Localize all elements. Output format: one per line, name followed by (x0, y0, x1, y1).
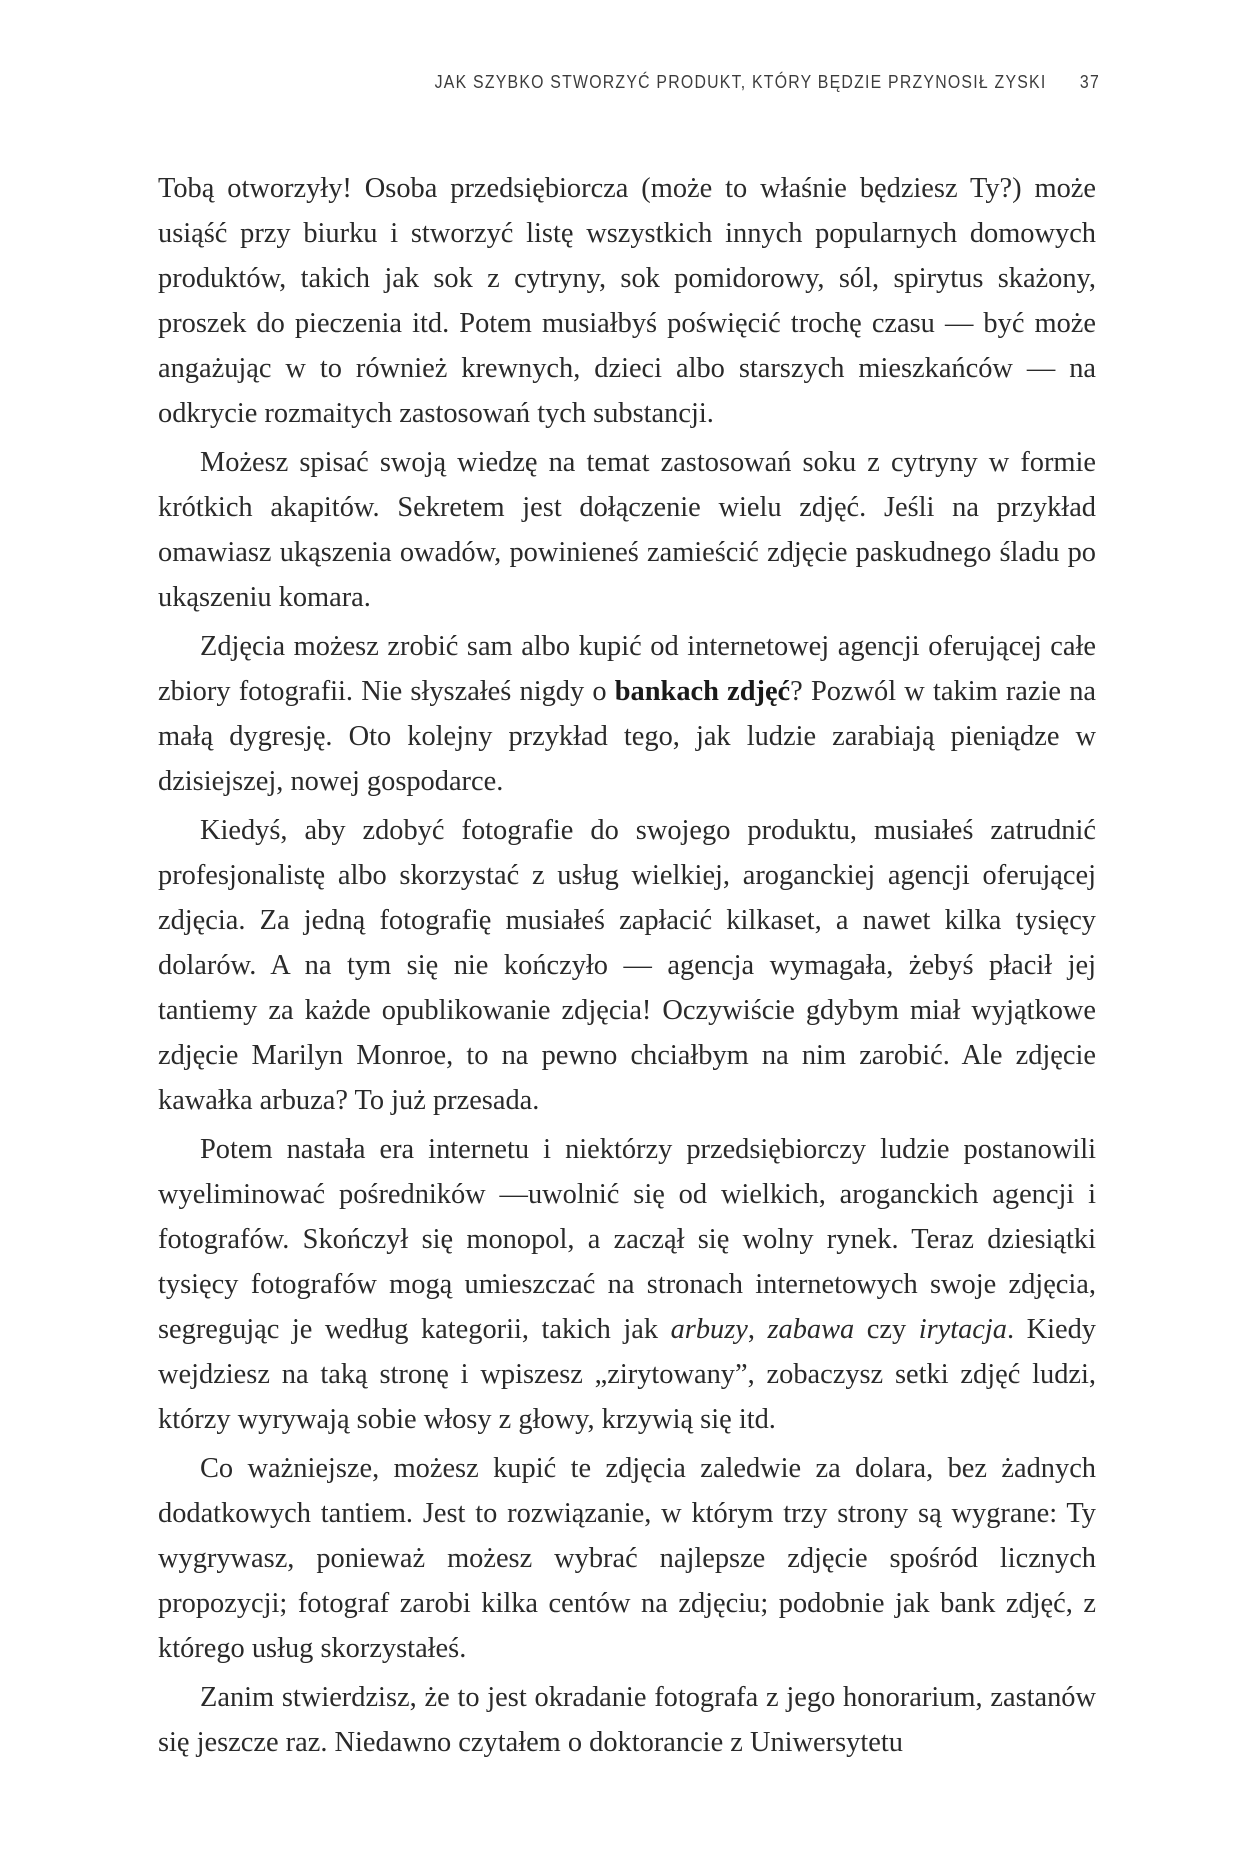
paragraph-5-text-end: . Kiedy wejdziesz na taką stronę i wpiszesz „zirytowany”, zobaczysz setki zdjęć ludzi, którzy wyrywają sobie włosy z głowy, krzywią się itd. (158, 1314, 1096, 1435)
paragraph-3 (158, 624, 1096, 804)
paragraph-2: Możesz spisać swoją wiedzę na temat zastosowań soku z cytryny w formie krótkich akapitów. Sekretem jest dołączenie wielu zdjęć. Jeśli na przykład omawiasz ukąszenia owadów, powinieneś zamieścić zdjęcie paskudnego śladu po ukąszeniu komara. (158, 447, 1096, 613)
body-text (158, 166, 1096, 1765)
paragraph-5-separator-2: czy (854, 1314, 919, 1345)
paragraph-3-text-start: Zdjęcia możesz zrobić sam albo kupić od internetowej agencji oferującej całe zbiory fotografii. Nie słyszałeś nigdy o (158, 631, 1096, 707)
paragraph-4: Kiedyś, aby zdobyć fotografie do swojego produktu, musiałeś zatrudnić profesjonalistę albo skorzystać z usług wielkiej, aroganckiej agencji oferującej zdjęcia. Za jedną fotografię musiałeś zapłacić kilkaset, a nawet kilka tysięcy dolarów. A na tym się nie kończyło — agencja wymagała, żebyś płacił jej tantiemy za każde opublikowanie zdjęcia! Oczywiście gdybym miał wyjątkowe zdjęcie Marilyn Monroe, to na pewno chciałbym na nim zarobić. Ale zdjęcie kawałka arbuza? To już przesada. (158, 815, 1096, 1116)
paragraph-5 (158, 1127, 1096, 1442)
running-header (273, 72, 1100, 93)
paragraph-1: Tobą otworzyły! Osoba przedsiębiorcza (może to właśnie będziesz Ty?) może usiąść przy biurku i stworzyć listę wszystkich innych popularnych domowych produktów, takich jak sok z cytryny, sok pomidorowy, sól, spirytus skażony, proszek do pieczenia itd. Potem musiałbyś poświęcić trochę czasu — być może angażując w to również krewnych, dzieci albo starszych mieszkańców — na odkrycie rozmaitych zastosowań tych substancji. (158, 173, 1096, 429)
bold-term-stock-photos: bankach zdjęć (614, 676, 791, 707)
paragraph-7: Zanim stwierdzisz, że to jest okradanie fotografa z jego honorarium, zastanów się jeszcze raz. Niedawno czytałem o doktorancie z Uniwersytetu (158, 1682, 1096, 1758)
paragraph-6: Co ważniejsze, możesz kupić te zdjęcia zaledwie za dolara, bez żadnych dodatkowych tantiem. Jest to rozwiązanie, w którym trzy strony są wygrane: Ty wygrywasz, ponieważ możesz wybrać najlepsze zdjęcie spośród licznych propozycji; fotograf zarobi kilka centów na zdjęciu; podobnie jak bank zdjęć, z którego usług skorzystałeś. (158, 1453, 1096, 1664)
paragraph-5-separator-1: , (747, 1314, 768, 1345)
italic-category-3: irytacja (918, 1314, 1007, 1345)
italic-category-1: arbuzy (670, 1314, 748, 1345)
page-number: 37 (1079, 72, 1100, 92)
paragraph-5-text-start: Potem nastała era internetu i niektórzy przedsiębiorczy ludzie postanowili wyeliminować pośredników —uwolnić się od wielkich, aroganckich agencji i fotografów. Skończył się monopol, a zaczął się wolny rynek. Teraz dziesiątki tysięcy fotografów mogą umieszczać na stronach internetowych swoje zdjęcia, segregując je według kategorii, takich jak (158, 1134, 1096, 1345)
chapter-title: JAK SZYBKO STWORZYĆ PRODUKT, KTÓRY BĘDZIE PRZYNOSIŁ ZYSKI (434, 72, 1047, 92)
italic-category-2: zabawa (767, 1314, 855, 1345)
paragraph-3-text-end: ? Pozwól w takim razie na małą dygresję. Oto kolejny przykład tego, jak ludzie zarabiają pieniądze w dzisiejszej, nowej gospodarce. (158, 676, 1096, 797)
